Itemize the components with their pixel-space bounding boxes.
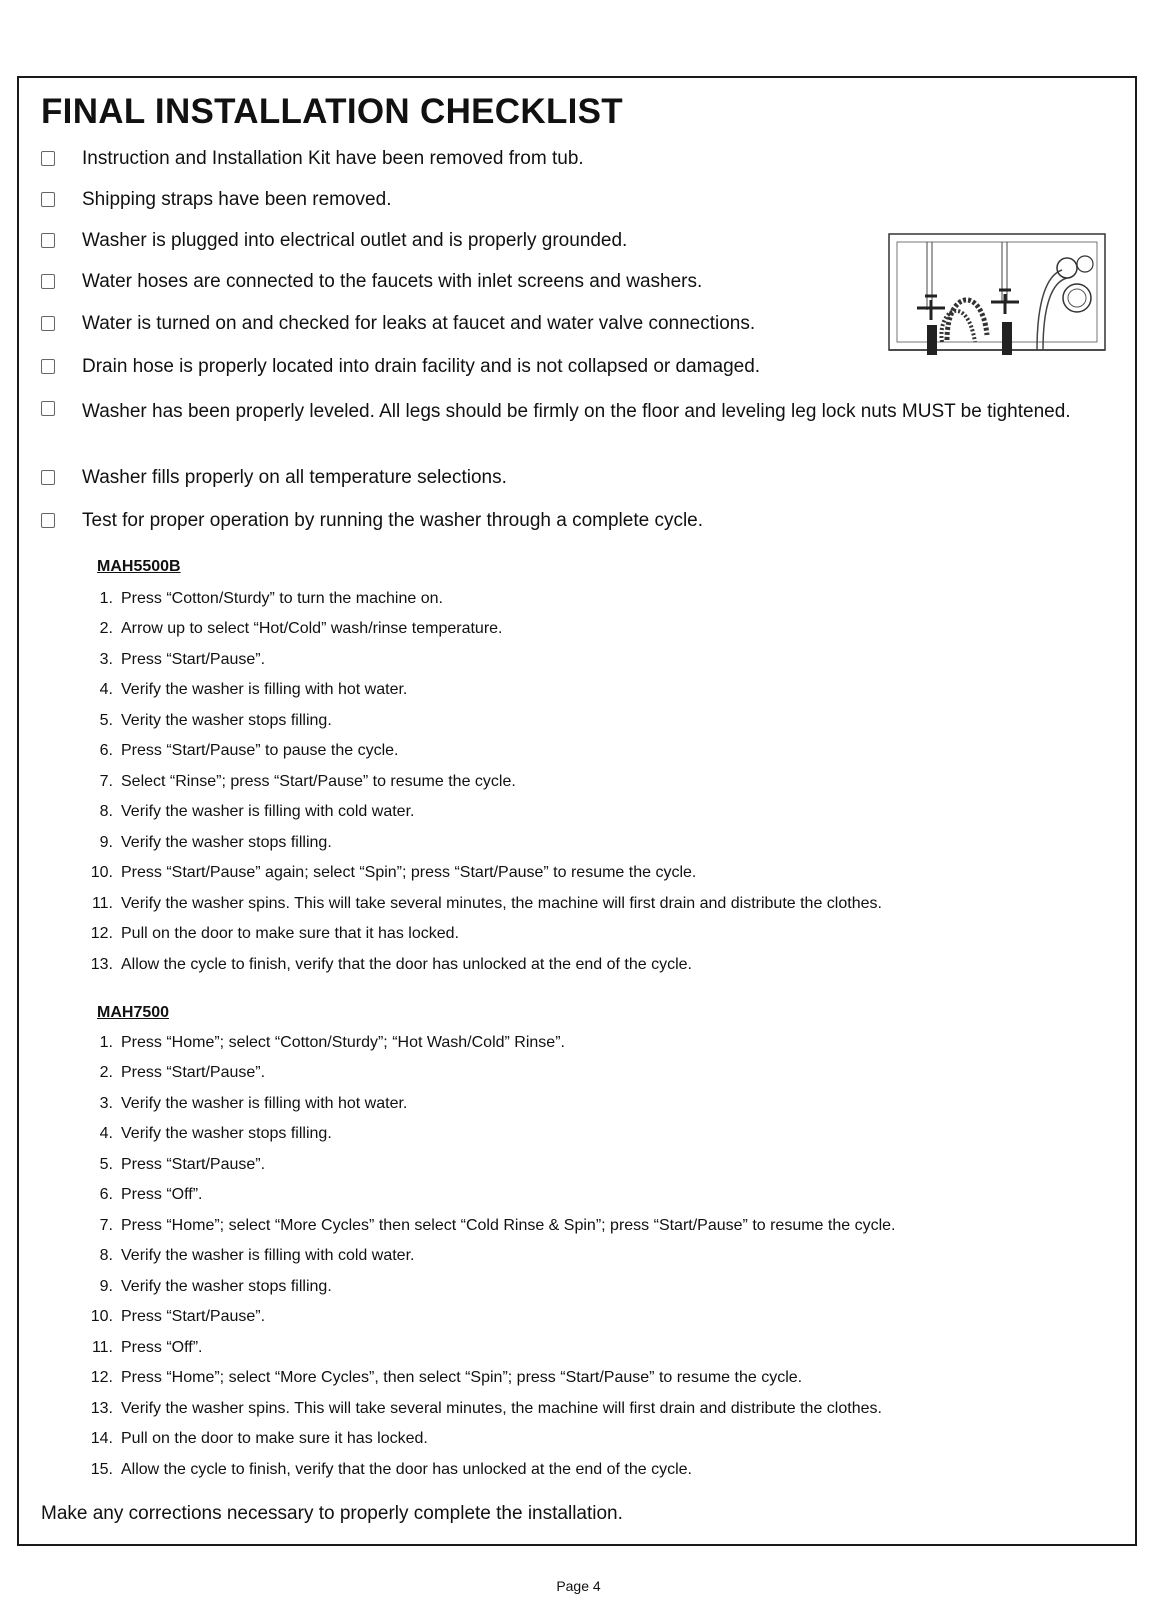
- page-title: FINAL INSTALLATION CHECKLIST: [41, 92, 623, 131]
- step-item: 6. Press “Off”.: [99, 1186, 203, 1203]
- step-item: 5. Verity the washer stops filling.: [99, 712, 332, 729]
- step-item: 3. Verify the washer is filling with hot water.: [99, 1095, 408, 1112]
- checkbox[interactable]: [41, 274, 55, 289]
- checkbox[interactable]: [41, 513, 55, 528]
- checkbox[interactable]: [41, 233, 55, 248]
- step-item: 10. Press “Start/Pause” again; select “Spin”; press “Start/Pause” to resume the cycle.: [90, 864, 697, 881]
- step-item: 2. Press “Start/Pause”.: [99, 1064, 266, 1081]
- step-item: 11. Press “Off”.: [91, 1339, 203, 1356]
- checkbox[interactable]: [41, 359, 55, 374]
- step-item: 12. Press “Home”; select “More Cycles”, then select “Spin”; press “Start/Pause” to resume the cycle.: [90, 1369, 803, 1386]
- checkbox[interactable]: [41, 316, 55, 331]
- step-item: 13. Allow the cycle to finish, verify that the door has unlocked at the end of the cycle.: [90, 956, 692, 973]
- step-item: 3. Press “Start/Pause”.: [99, 651, 266, 668]
- step-item: 11. Verify the washer spins. This will take several minutes, the machine will first drain and distribute the clothes.: [91, 895, 882, 912]
- section-title: MAH5500B: [97, 558, 181, 575]
- step-item: 10. Press “Start/Pause”.: [90, 1308, 266, 1325]
- step-item: 14. Pull on the door to make sure it has locked.: [90, 1430, 428, 1447]
- checkbox[interactable]: [41, 470, 55, 485]
- step-item: 7. Select “Rinse”; press “Start/Pause” to resume the cycle.: [99, 773, 516, 790]
- step-item: 1. Press “Home”; select “Cotton/Sturdy”; “Hot Wash/Cold” Rinse”.: [99, 1034, 565, 1051]
- page-number: Page 4: [556, 1578, 601, 1594]
- closing-note: Make any corrections necessary to properly complete the installation.: [41, 1503, 623, 1524]
- step-item: 13. Verify the washer spins. This will take several minutes, the machine will first drain and distribute the clothes.: [90, 1400, 882, 1417]
- step-item: 8. Verify the washer is filling with cold water.: [99, 1247, 415, 1264]
- step-item: 9. Verify the washer stops filling.: [99, 1278, 332, 1295]
- checkbox[interactable]: [41, 151, 55, 166]
- step-item: 1. Press “Cotton/Sturdy” to turn the machine on.: [99, 590, 443, 607]
- step-item: 9. Verify the washer stops filling.: [99, 834, 332, 851]
- step-item: 4. Verify the washer is filling with hot water.: [99, 681, 408, 698]
- checkbox[interactable]: [41, 401, 55, 416]
- step-item: 12. Pull on the door to make sure that it has locked.: [90, 925, 459, 942]
- section-title: MAH7500: [97, 1004, 170, 1021]
- checkbox[interactable]: [41, 192, 55, 207]
- step-item: 8. Verify the washer is filling with cold water.: [99, 803, 415, 820]
- step-item: 2. Arrow up to select “Hot/Cold” wash/rinse temperature.: [99, 620, 503, 637]
- step-item: 4. Verify the washer stops filling.: [99, 1125, 332, 1142]
- faucet-hose-illustration-icon: [887, 230, 1107, 370]
- step-item: 7. Press “Home”; select “More Cycles” then select “Cold Rinse & Spin”; press “Start/Pause” to resume the cycle.: [99, 1217, 896, 1234]
- step-item: 15. Allow the cycle to finish, verify that the door has unlocked at the end of the cycle.: [90, 1461, 692, 1478]
- step-item: 5. Press “Start/Pause”.: [99, 1156, 266, 1173]
- step-item: 6. Press “Start/Pause” to pause the cycle.: [99, 742, 399, 759]
- checklist-frame: FINAL INSTALLATION CHECKLIST Instruction and Installation Kit have been removed from tub. Shipping straps have been removed. Washer is plugged into electrical outlet and is properly grounded. Water hoses are connected to the faucets with inlet screens and washers. Water is turned on and checked for leaks at faucet and water valve connections. Drain hose is properly located into drain facility and is not collapsed or damaged. Washer has been properly leveled. All legs should be firmly on the floor and leveling leg lock nuts MUST be tightened. Washer fills properly on all temperature selections. Test for proper operation by running the washer through a complete cycle. MAH5500B 1. Press “Cotton/Sturdy” to turn the machine on. 2. Arrow up to select “Hot/Cold” wash/rinse temperature. 3. Press “Start/Pause”. 4. Verify the washer is filling with hot water. 5. Verity the washer stops filling. 6. Press “Start/Pause” to pause the cycle. 7. Select “Rinse”; press “Start/Pause” to resume the cycle. 8. Verify the washer is filling with cold water. 9. Verify the washer stops filling. 10. Press “Start/Pause” again; select “Spin”; press “Start/Pause” to resume the cycle. 11. Verify the washer spins. This will take several minutes, the machine will first drain and distribute the clothes. 12. Pull on the door to make sure that it has locked. 13. Allow the cycle to finish, verify that the door has unlocked at the end of the cycle. MAH7500 1. Press “Home”; select “Cotton/Sturdy”; “Hot Wash/Cold” Rinse”. 2. Press “Start/Pause”. 3. Verify the washer is filling with hot water. 4. Verify the washer stops filling. 5. Press “Start/Pause”. 6. Press “Off”. 7. Press “Home”; select “More Cycles” then select “Cold Rinse & Spin”; press “Start/Pause” to resume the cycle. 8. Verify the washer is filling with cold water. 9. Verify the washer stops filling. 10. Press “Start/Pause”. 11. Press “Off”. 12. Press “Home”; select “More Cycles”, then select “Spin”; press “Start/Pause” to resume the cycle. 13. Verify the washer spins. This will take several minutes, the machine will first drain and distribute the clothes. 14. Pull on the door to make sure it has locked. 15. Allow the cycle to finish, verify that the door has unlocked at the end of the cycle. Make any corrections necessary to properly complete the installation.: [17, 76, 1137, 1546]
